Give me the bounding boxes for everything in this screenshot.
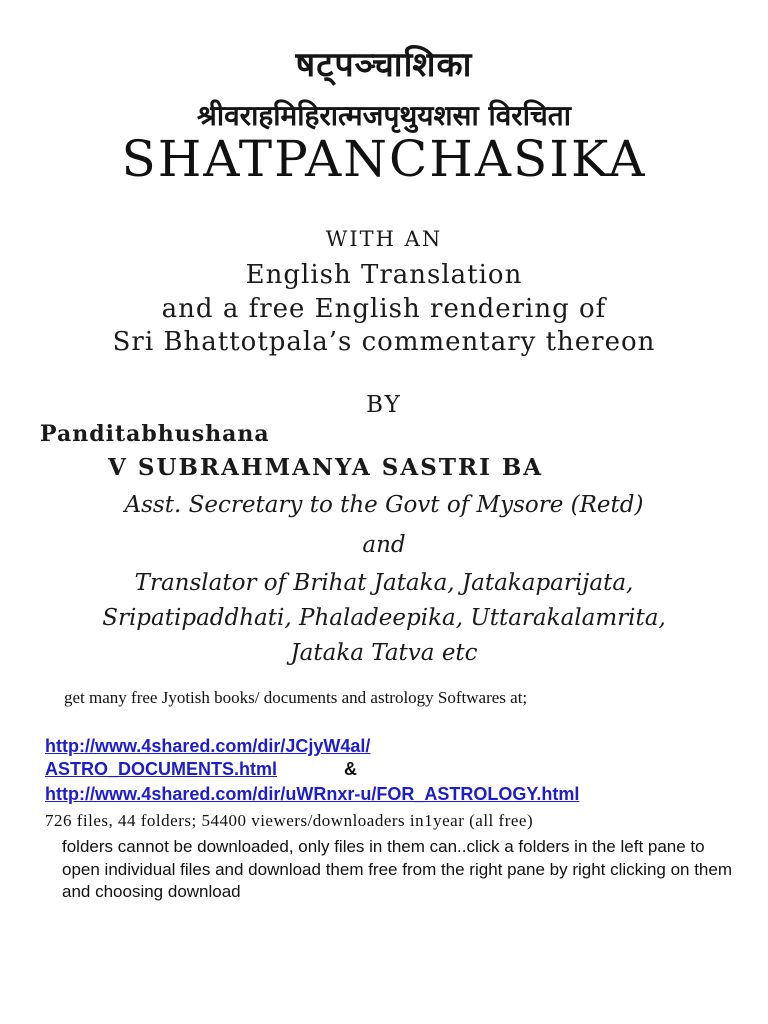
works-line-2: Jataka Tatva etc [290,640,478,666]
works-line-1: Sripatipaddhati, Phaladeepika, Uttarakalamrita, [102,605,666,631]
by-label: BY [366,392,402,418]
for-astrology-link[interactable]: http://www.4shared.com/dir/uWRnxr-u/FOR_ASTROLOGY.html [45,784,580,804]
promo-intro: get many free Jyotish books/ documents and astrology Softwares at; [64,688,528,707]
author-name: V SUBRAHMANYA SASTRI BA [108,454,544,481]
download-stats: 726 files, 44 folders; 54400 viewers/downloaders in1year (all free) [45,811,534,830]
devanagari-title: षट्पञ्चाशिका [295,45,473,85]
author-position: Asst. Secretary to the Govt of Mysore (Retd) [124,492,644,518]
devanagari-subtitle: श्रीवराहमिहिरात्मजपृथुयशसा विरचिता [197,99,571,132]
with-an-text: WITH AN [325,227,443,251]
astro-documents-link[interactable]: http://www.4shared.com/dir/JCjyW4al/ [45,736,371,756]
and-text: and [362,532,406,558]
book-title: SHATPANCHASIKA [121,130,647,188]
download-instructions: folders cannot be downloaded, only files in them can..click a folders in the left pane to open individual files and download them free from the right pane by right clicking on them and choosing download [62,837,732,901]
ampersand: & [344,759,357,779]
free-rendering-text: and a free English rendering of [161,294,607,324]
translator-line: Translator of Brihat Jataka, Jatakaparijata, [134,570,634,596]
author-honorific: Panditabhushana [40,421,270,447]
english-translation-text: English Translation [245,260,523,290]
astro-documents-link-continued[interactable]: ASTRO_DOCUMENTS.html [45,759,278,779]
commentary-text: Sri Bhattotpala’s commentary thereon [112,327,656,357]
